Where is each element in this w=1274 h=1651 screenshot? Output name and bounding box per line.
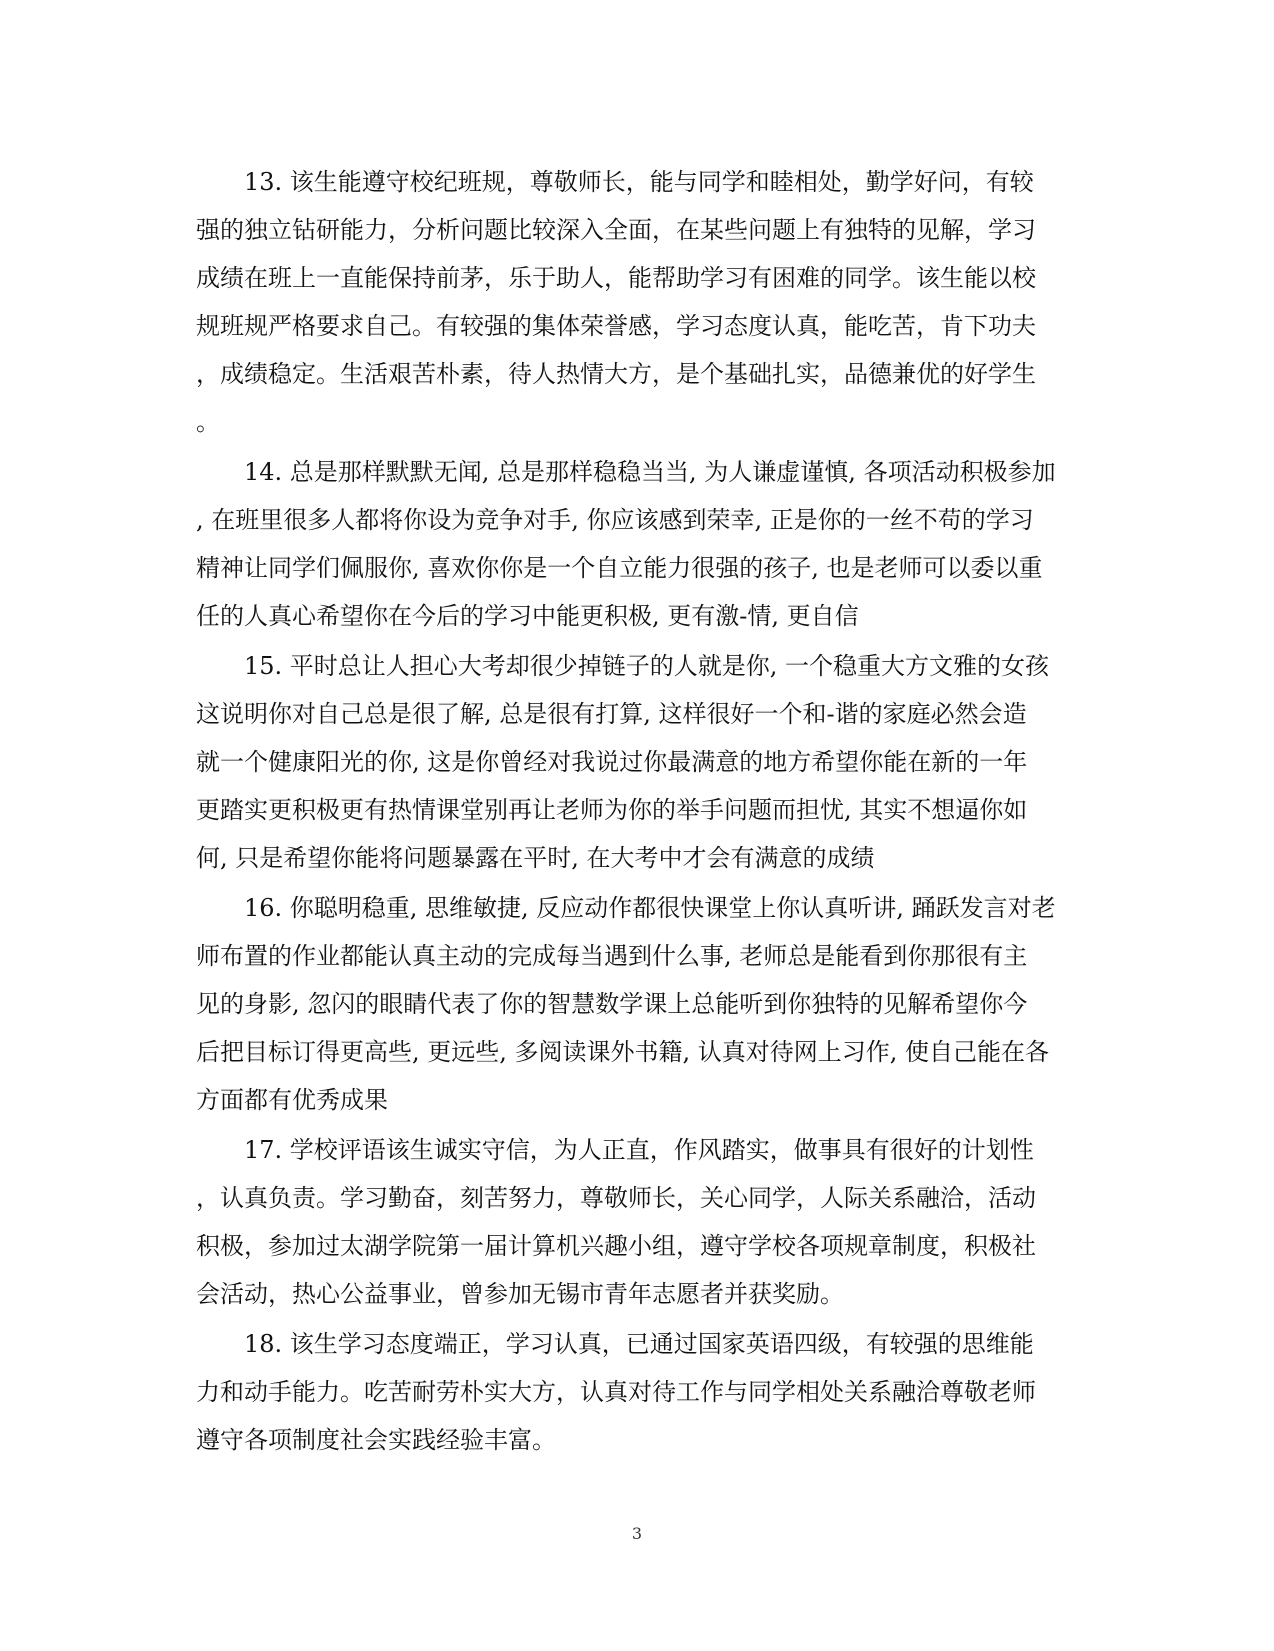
paragraph-line: 就一个健康阳光的你, 这是你曾经对我说过你最满意的地方希望你能在新的一年 [196, 748, 1028, 776]
page-number: 3 [631, 1524, 643, 1543]
paragraph-line: 16. 你聪明稳重, 思维敏捷, 反应动作都很快课堂上你认真听讲, 踊跃发言对老 [244, 894, 1056, 922]
paragraph-line: 更踏实更积极更有热情课堂别再让老师为你的举手问题而担忧, 其实不想逼你如 [196, 796, 1028, 824]
comment-paragraph-15 [196, 642, 1066, 882]
paragraph-line: 18. 该生学习态度端正，学习认真，已通过国家英语四级，有较强的思维能 [244, 1330, 1034, 1358]
paragraph-line: 后把目标订得更高些, 更远些, 多阅读课外书籍, 认真对待网上习作, 使自己能在各 [196, 1038, 1050, 1066]
comment-paragraph-17 [196, 1126, 1066, 1318]
comment-paragraph-13 [196, 158, 1066, 446]
comment-paragraph-14 [196, 448, 1066, 640]
paragraph-line: 17. 学校评语该生诚实守信，为人正直，作风踏实，做事具有很好的计划性 [244, 1136, 1034, 1164]
paragraph-line: 规班规严格要求自己。有较强的集体荣誉感，学习态度认真，能吃苦，肯下功夫 [196, 312, 1036, 340]
paragraph-line: 15. 平时总让人担心大考却很少掉链子的人就是你, 一个稳重大方文雅的女孩 [244, 652, 1050, 680]
comment-paragraph-16 [196, 884, 1066, 1124]
paragraph-line: 师布置的作业都能认真主动的完成每当遇到什么事, 老师总是能看到你那很有主 [196, 942, 1028, 970]
paragraph-line: 方面都有优秀成果 [196, 1086, 388, 1114]
paragraph-line: 成绩在班上一直能保持前茅，乐于助人，能帮助学习有困难的同学。该生能以校 [196, 264, 1036, 292]
paragraph-line: 。 [196, 408, 220, 436]
paragraph-line: 会活动，热心公益事业，曾参加无锡市青年志愿者并获奖励。 [196, 1280, 844, 1308]
paragraph-line: 强的独立钻研能力，分析问题比较深入全面，在某些问题上有独特的见解，学习 [196, 216, 1036, 244]
paragraph-line: 14. 总是那样默默无闻, 总是那样稳稳当当, 为人谦虚谨慎, 各项活动积极参加 [244, 458, 1056, 486]
paragraph-line: 13. 该生能遵守校纪班规，尊敬师长，能与同学和睦相处，勤学好问，有较 [244, 168, 1034, 196]
paragraph-line: 见的身影, 忽闪的眼睛代表了你的智慧数学课上总能听到你独特的见解希望你今 [196, 990, 1028, 1018]
paragraph-line: 力和动手能力。吃苦耐劳朴实大方，认真对待工作与同学相处关系融洽尊敬老师 [196, 1378, 1036, 1406]
paragraph-line: , 在班里很多人都将你设为竞争对手, 你应该感到荣幸, 正是你的一丝不苟的学习 [196, 506, 1034, 534]
paragraph-line: 积极，参加过太湖学院第一届计算机兴趣小组，遵守学校各项规章制度，积极社 [196, 1232, 1036, 1260]
paragraph-line: 这说明你对自己总是很了解, 总是很有打算, 这样很好一个和-谐的家庭必然会造 [196, 700, 1027, 728]
document-body [196, 158, 1066, 1466]
paragraph-line: 何, 只是希望你能将问题暴露在平时, 在大考中才会有满意的成绩 [196, 844, 875, 872]
comment-paragraph-18 [196, 1320, 1066, 1464]
paragraph-line: 遵守各项制度社会实践经验丰富。 [196, 1426, 556, 1454]
paragraph-line: ，成绩稳定。生活艰苦朴素，待人热情大方，是个基础扎实，品德兼优的好学生 [196, 360, 1036, 388]
paragraph-line: 任的人真心希望你在今后的学习中能更积极, 更有激-情, 更自信 [196, 602, 859, 630]
paragraph-line: ，认真负责。学习勤奋，刻苦努力，尊敬师长，关心同学，人际关系融洽，活动 [196, 1184, 1036, 1212]
paragraph-line: 精神让同学们佩服你, 喜欢你你是一个自立能力很强的孩子, 也是老师可以委以重 [196, 554, 1043, 582]
